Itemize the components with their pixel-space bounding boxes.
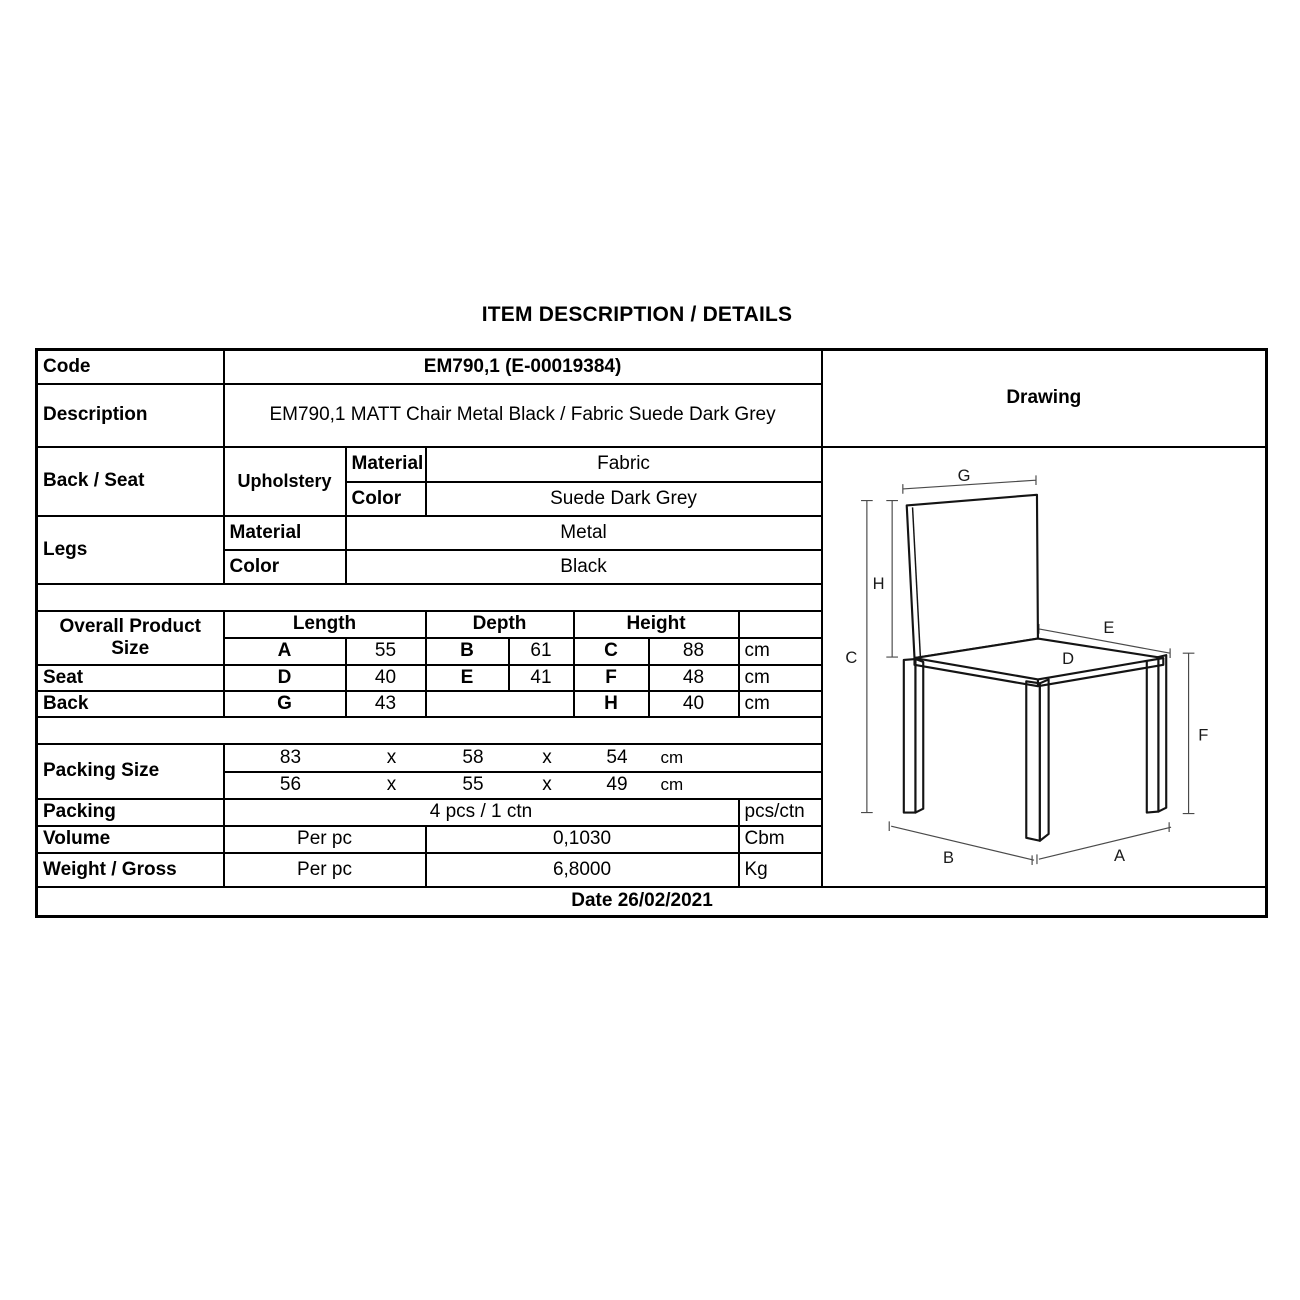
rear-left-leg — [903, 659, 915, 813]
seat-val-E: 41 — [509, 665, 574, 691]
size-key-B: B — [426, 638, 509, 665]
size-val-A: 55 — [346, 638, 426, 665]
drawing-header: Drawing — [822, 350, 1267, 447]
weight-value: 6,8000 — [426, 853, 739, 887]
dim-line-B — [889, 822, 1034, 866]
volume-basis: Per pc — [224, 826, 426, 853]
weight-label: Weight / Gross — [37, 853, 224, 887]
packing-size-values-2 — [224, 772, 822, 799]
packing-label: Packing — [37, 799, 224, 826]
front-leg-side — [1039, 680, 1048, 841]
size-unit: cm — [739, 638, 822, 665]
back-key-H: H — [574, 691, 649, 717]
packing-unit: pcs/ctn — [739, 799, 822, 826]
pack2-unit: cm — [660, 775, 684, 794]
seat-label: Seat — [37, 665, 224, 691]
label-C: C — [844, 648, 857, 668]
length-header: Length — [224, 611, 426, 638]
back-key-G: G — [224, 691, 346, 717]
legs-color-label: Color — [224, 550, 346, 584]
code-value: EM790,1 (E-00019384) — [224, 350, 822, 384]
pack2-x1: x — [386, 774, 397, 795]
label-E: E — [1102, 617, 1114, 637]
volume-label: Volume — [37, 826, 224, 853]
back-seat-material-value: Fabric — [426, 447, 822, 482]
label-B: B — [942, 848, 954, 868]
size-val-B: 61 — [509, 638, 574, 665]
label-F: F — [1197, 725, 1208, 745]
pack1-unit: cm — [660, 747, 684, 767]
packing-dims-2 — [230, 774, 816, 796]
label-D: D — [1061, 649, 1074, 669]
volume-unit: Cbm — [739, 826, 822, 853]
dim-line-C — [861, 501, 873, 813]
seat-key-F: F — [574, 665, 649, 691]
overall-size-label — [37, 611, 224, 665]
empty-cell — [37, 717, 822, 744]
chair-drawing — [828, 452, 1261, 881]
height-header: Height — [574, 611, 739, 638]
pack2-v3: 49 — [606, 774, 628, 795]
dim-line-F — [1182, 653, 1194, 813]
pack1-v3: 54 — [606, 746, 628, 768]
drawing-cell — [822, 447, 1267, 887]
date-value: Date 26/02/2021 — [37, 887, 1267, 917]
pack2-x2: x — [542, 774, 552, 795]
weight-basis: Per pc — [224, 853, 426, 887]
back-seat-color-value: Suede Dark Grey — [426, 482, 822, 516]
back-val-G: 43 — [346, 691, 426, 717]
packing-size-values-1 — [224, 744, 822, 772]
legs-material-value: Metal — [346, 516, 822, 550]
seat-val-D: 40 — [346, 665, 426, 691]
chair-outline — [903, 495, 1165, 841]
back-unit: cm — [739, 691, 822, 717]
right-leg-side — [1158, 655, 1166, 811]
back-val-H: 40 — [649, 691, 739, 717]
weight-unit: Kg — [739, 853, 822, 887]
pack2-v1: 56 — [279, 774, 302, 795]
size-key-C: C — [574, 638, 649, 665]
seat-val-F: 48 — [649, 665, 739, 691]
back-depth-empty — [426, 691, 574, 717]
empty-cell — [37, 584, 822, 611]
size-val-C: 88 — [649, 638, 739, 665]
legs-material-label: Material — [224, 516, 346, 550]
back-seat-material-row — [37, 447, 1267, 482]
right-leg — [1146, 657, 1158, 813]
back-seat-color-label: Color — [346, 482, 426, 516]
pack2-v2: 55 — [462, 774, 484, 795]
description-value: EM790,1 MATT Chair Metal Black / Fabric Suede Dark Grey — [224, 384, 822, 447]
back-seat-label: Back / Seat — [37, 447, 224, 516]
dim-line-A — [1037, 822, 1171, 864]
packing-size-label: Packing Size — [37, 744, 224, 799]
overall-size-line1: Overall Product — [59, 615, 201, 637]
pack1-v2: 58 — [462, 746, 484, 768]
item-details-table — [35, 348, 1268, 918]
back-seat-material-label: Material — [346, 447, 426, 482]
back-label: Back — [37, 691, 224, 717]
front-leg — [1026, 682, 1040, 841]
page-title: ITEM DESCRIPTION / DETAILS — [481, 303, 793, 326]
empty-unit-header — [739, 611, 822, 638]
seat-key-D: D — [224, 665, 346, 691]
seat-key-E: E — [426, 665, 509, 691]
rear-left-leg-side — [915, 659, 923, 813]
overall-size-line2: Size — [111, 637, 150, 659]
legs-label: Legs — [37, 516, 224, 584]
dim-line-H — [886, 501, 898, 657]
packing-value: 4 pcs / 1 ctn — [224, 799, 739, 826]
pack1-v1: 83 — [279, 746, 302, 768]
label-G: G — [957, 466, 971, 486]
label-A: A — [1113, 846, 1125, 866]
legs-color-value: Black — [346, 550, 822, 584]
upholstery-label: Upholstery — [224, 447, 346, 516]
chair-backrest — [906, 495, 1037, 658]
size-key-A: A — [224, 638, 346, 665]
description-label: Description — [37, 384, 224, 447]
pack1-x2: x — [542, 746, 552, 768]
depth-header: Depth — [426, 611, 574, 638]
date-row — [37, 887, 1267, 917]
volume-value: 0,1030 — [426, 826, 739, 853]
code-row — [37, 350, 1267, 384]
label-H: H — [872, 574, 885, 594]
pack1-x1: x — [386, 746, 397, 768]
packing-dims-1 — [230, 747, 816, 769]
code-label: Code — [37, 350, 224, 384]
seat-unit: cm — [739, 665, 822, 691]
